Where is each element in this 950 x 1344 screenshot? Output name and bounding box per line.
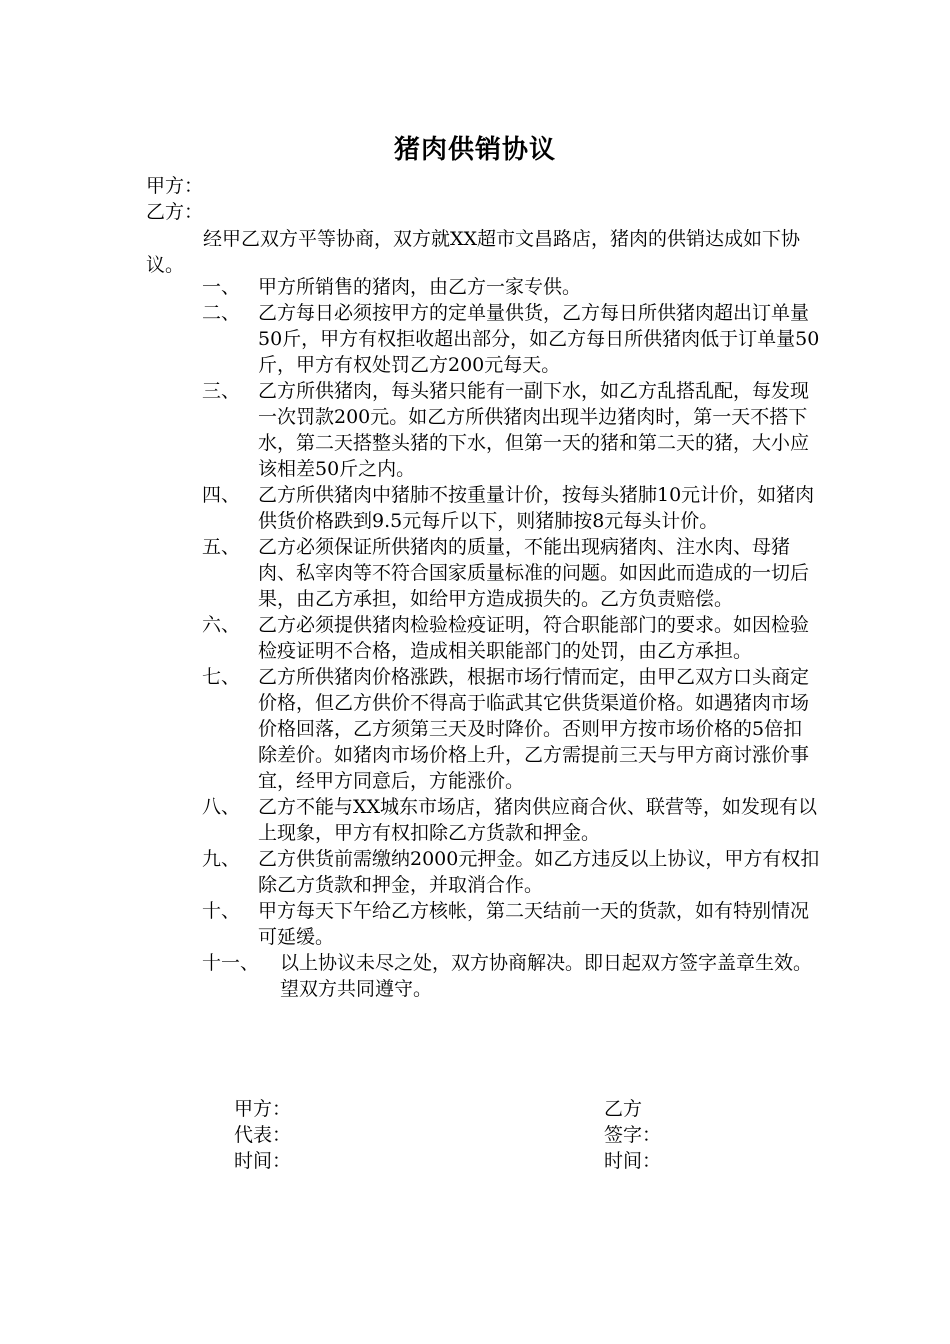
- clause-text: 乙方所供猪肉价格涨跌，根据市场行情而定，由甲乙双方口头商定价格，但乙方供价不得高于临武其它供货渠道价格。如遇猪肉市场价格回落，乙方须第三天及时降价。否则甲方按市场价格的5倍扣除差价。如猪肉市场价格上升，乙方需提前三天与甲方商讨涨价事宜，经甲方同意后，方能涨价。: [258, 666, 810, 792]
- party-a-label: 甲方：: [146, 175, 204, 197]
- signature-party-a: 甲方：: [234, 1098, 292, 1120]
- clause-text: 甲方每天下午给乙方核帐，第二天结前一天的货款，如有特别情况可延缓。: [258, 900, 810, 948]
- clause-8: [202, 794, 820, 846]
- clause-number: 五、: [202, 536, 241, 558]
- clause-number: 七、: [202, 666, 241, 688]
- clause-number: 二、: [202, 302, 241, 324]
- clause-text: 乙方不能与XX城东市场店，猪肉供应商合伙、联营等，如发现有以上现象，甲方有权扣除乙方货款和押金。: [258, 796, 818, 844]
- clause-text: 甲方所销售的猪肉，由乙方一家专供。: [258, 276, 582, 298]
- clause-number: 九、: [202, 848, 241, 870]
- clause-4: [202, 482, 820, 534]
- signature-time-b: 时间：: [604, 1150, 662, 1172]
- clause-11: [202, 950, 820, 1002]
- clause-10: [202, 898, 820, 950]
- clause-text: 以上协议未尽之处，双方协商解决。即日起双方签字盖章生效。望双方共同遵守。: [280, 952, 813, 1000]
- clause-number: 八、: [202, 796, 241, 818]
- clause-text: 乙方必须保证所供猪肉的质量，不能出现病猪肉、注水肉、母猪肉、私宰肉等不符合国家质量标准的问题。如因此而造成的一切后果，由乙方承担，如给甲方造成损失的。乙方负责赔偿。: [258, 536, 810, 610]
- signature-party-b: 乙方: [604, 1098, 643, 1120]
- clause-6: [202, 612, 820, 664]
- party-b-label: 乙方：: [146, 201, 204, 223]
- clause-number: 六、: [202, 614, 241, 636]
- clause-5: [202, 534, 820, 612]
- document-title: 猪肉供销协议: [393, 135, 556, 165]
- clause-text: 乙方供货前需缴纳2000元押金。如乙方违反以上协议，甲方有权扣除乙方货款和押金，并取消合作。: [258, 848, 820, 896]
- clause-1: [202, 274, 820, 300]
- clause-9: [202, 846, 820, 898]
- signature-time-a: 时间：: [234, 1150, 292, 1172]
- intro-paragraph: 经甲乙双方平等协商，双方就XX超市文昌路店，猪肉的供销达成如下协议。: [146, 228, 801, 276]
- clause-number: 一、: [202, 276, 241, 298]
- signature-representative: 代表：: [234, 1124, 292, 1146]
- signature-sign: 签字：: [604, 1124, 662, 1146]
- clause-7: [202, 664, 820, 794]
- clause-text: 乙方每日必须按甲方的定单量供货，乙方每日所供猪肉超出订单量50斤，甲方有权拒收超出部分，如乙方每日所供猪肉低于订单量50斤，甲方有权处罚乙方200元每天。: [258, 302, 820, 376]
- clause-number: 三、: [202, 380, 241, 402]
- clause-2: [202, 300, 820, 378]
- clause-text: 乙方所供猪肉中猪肺不按重量计价，按每头猪肺10元计价，如猪肉供货价格跌到9.5元每斤以下，则猪肺按8元每头计价。: [258, 484, 815, 532]
- clause-number: 十一、: [202, 952, 260, 974]
- clause-number: 四、: [202, 484, 241, 506]
- clause-3: [202, 378, 820, 482]
- clause-text: 乙方所供猪肉，每头猪只能有一副下水，如乙方乱搭乱配，每发现一次罚款200元。如乙方所供猪肉出现半边猪肉时，第一天不搭下水，第二天搭整头猪的下水，但第一天的猪和第二天的猪，大小应该相差50斤之内。: [258, 380, 810, 480]
- clause-list: [202, 274, 820, 1002]
- clause-number: 十、: [202, 900, 241, 922]
- clause-text: 乙方必须提供猪肉检验检疫证明，符合职能部门的要求。如因检验检疫证明不合格，造成相关职能部门的处罚，由乙方承担。: [258, 614, 810, 662]
